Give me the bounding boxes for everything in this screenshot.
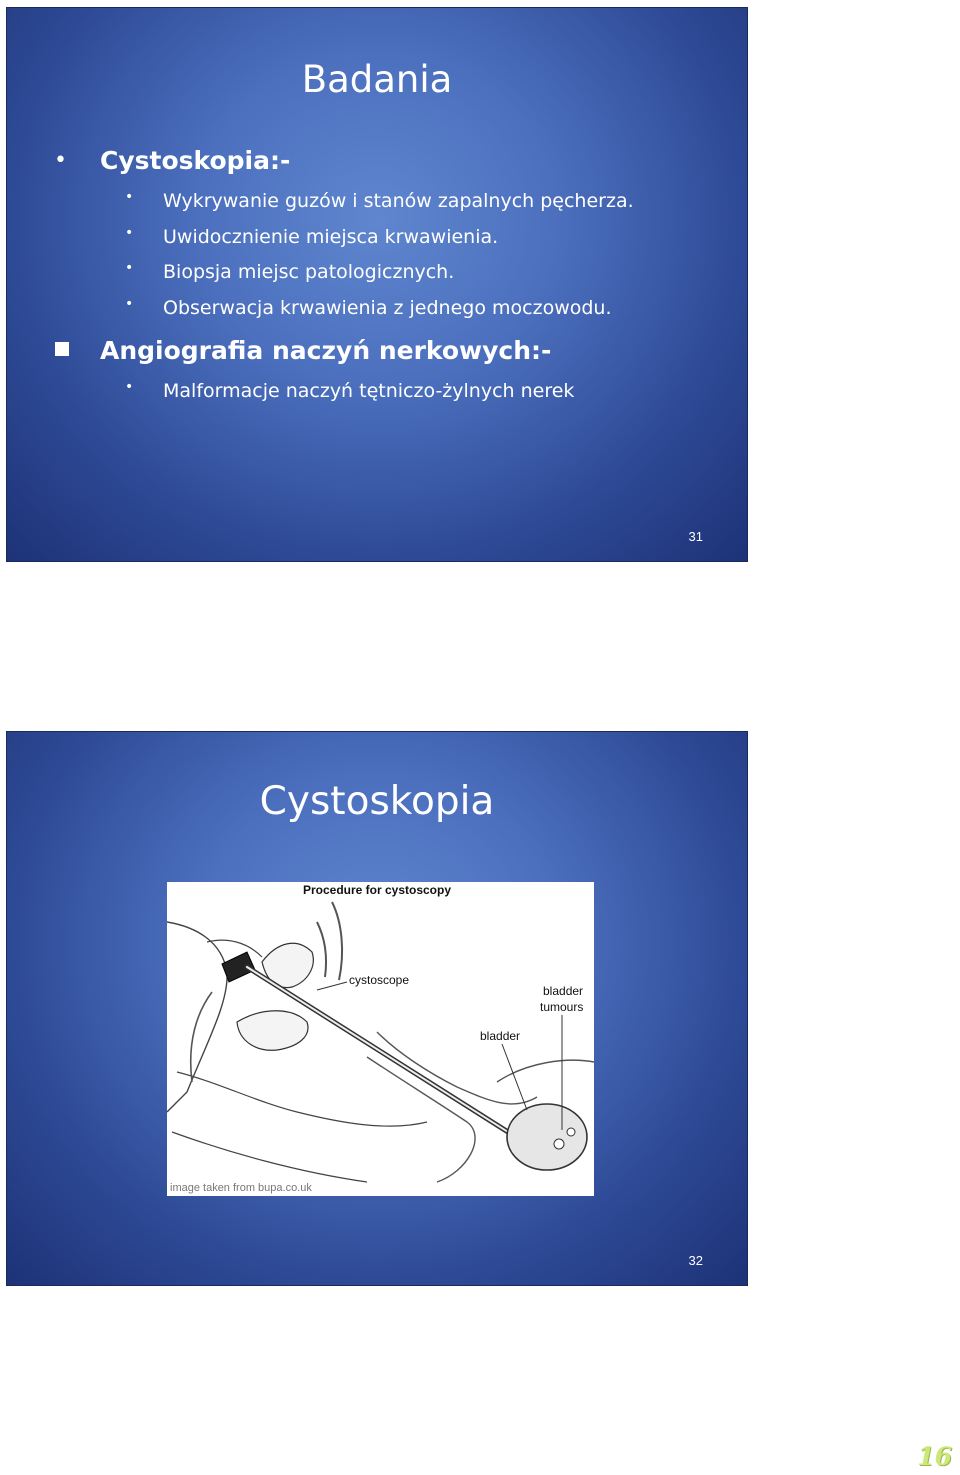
- list-item-text: Obserwacja krwawienia z jednego moczowodu.: [163, 297, 612, 319]
- cystoscopy-illustration: [167, 882, 594, 1196]
- figure-title: Procedure for cystoscopy: [302, 883, 452, 897]
- anatomy-outline: [497, 1060, 594, 1082]
- bullet-icon: •: [125, 296, 134, 312]
- square-bullet-icon: [55, 342, 69, 356]
- leader-line: [317, 982, 347, 990]
- slide-page-number: 32: [688, 1253, 703, 1268]
- label-bladder: bladder: [480, 1029, 521, 1043]
- section-heading-label: Angiografia naczyń nerkowych:-: [100, 336, 552, 365]
- tube-line: [191, 992, 212, 1082]
- list-item-text: Malformacje naczyń tętniczo-żylnych nerek: [163, 380, 575, 402]
- image-credit: image taken from bupa.co.uk: [170, 1182, 312, 1194]
- body-outline: [207, 940, 262, 957]
- list-item: [125, 260, 455, 283]
- document-page-number: 16: [917, 1442, 952, 1471]
- cystoscope-shaft: [247, 967, 527, 1144]
- label-bladder-tumours-line2: tumours: [540, 1000, 584, 1014]
- cystoscopy-diagram: [167, 882, 594, 1196]
- label-bladder-tumours-line1: bladder: [543, 984, 584, 998]
- section-heading-label: Cystoskopia:-: [100, 146, 291, 175]
- thigh-outline: [177, 1072, 427, 1126]
- list-item-text: Wykrywanie guzów i stanów zapalnych pęcherza.: [163, 190, 634, 212]
- bladder-shape: [507, 1104, 587, 1170]
- section-heading-angiografia: [100, 336, 551, 365]
- tube-line: [317, 922, 326, 977]
- list-item-text: Biopsja miejsc patologicznych.: [163, 261, 455, 283]
- bullet-icon: •: [125, 225, 134, 241]
- slide-31: [6, 7, 748, 562]
- list-item-text: Uwidocznienie miejsca krwawienia.: [163, 226, 499, 248]
- bullet-icon: •: [125, 260, 134, 276]
- list-item: [125, 296, 612, 319]
- body-outline: [167, 922, 227, 1112]
- slide-32: [6, 731, 748, 1286]
- bullet-icon: •: [54, 148, 67, 173]
- slide-title: Cystoskopia: [259, 779, 495, 824]
- bullet-icon: •: [125, 189, 134, 205]
- tumour-shape: [554, 1139, 564, 1149]
- slide-title: Badania: [301, 58, 453, 101]
- label-cystoscope: cystoscope: [349, 973, 410, 987]
- slide-page-number: 31: [688, 529, 703, 544]
- thigh-outline: [172, 1132, 367, 1182]
- tube-line: [332, 902, 342, 980]
- section-heading-cystoskopia: [54, 146, 291, 175]
- tumour-shape: [567, 1128, 575, 1136]
- list-item: [125, 379, 575, 402]
- bullet-icon: •: [125, 379, 134, 395]
- list-item: [125, 225, 499, 248]
- hand-illustration: [237, 1011, 308, 1051]
- list-item: [125, 189, 634, 212]
